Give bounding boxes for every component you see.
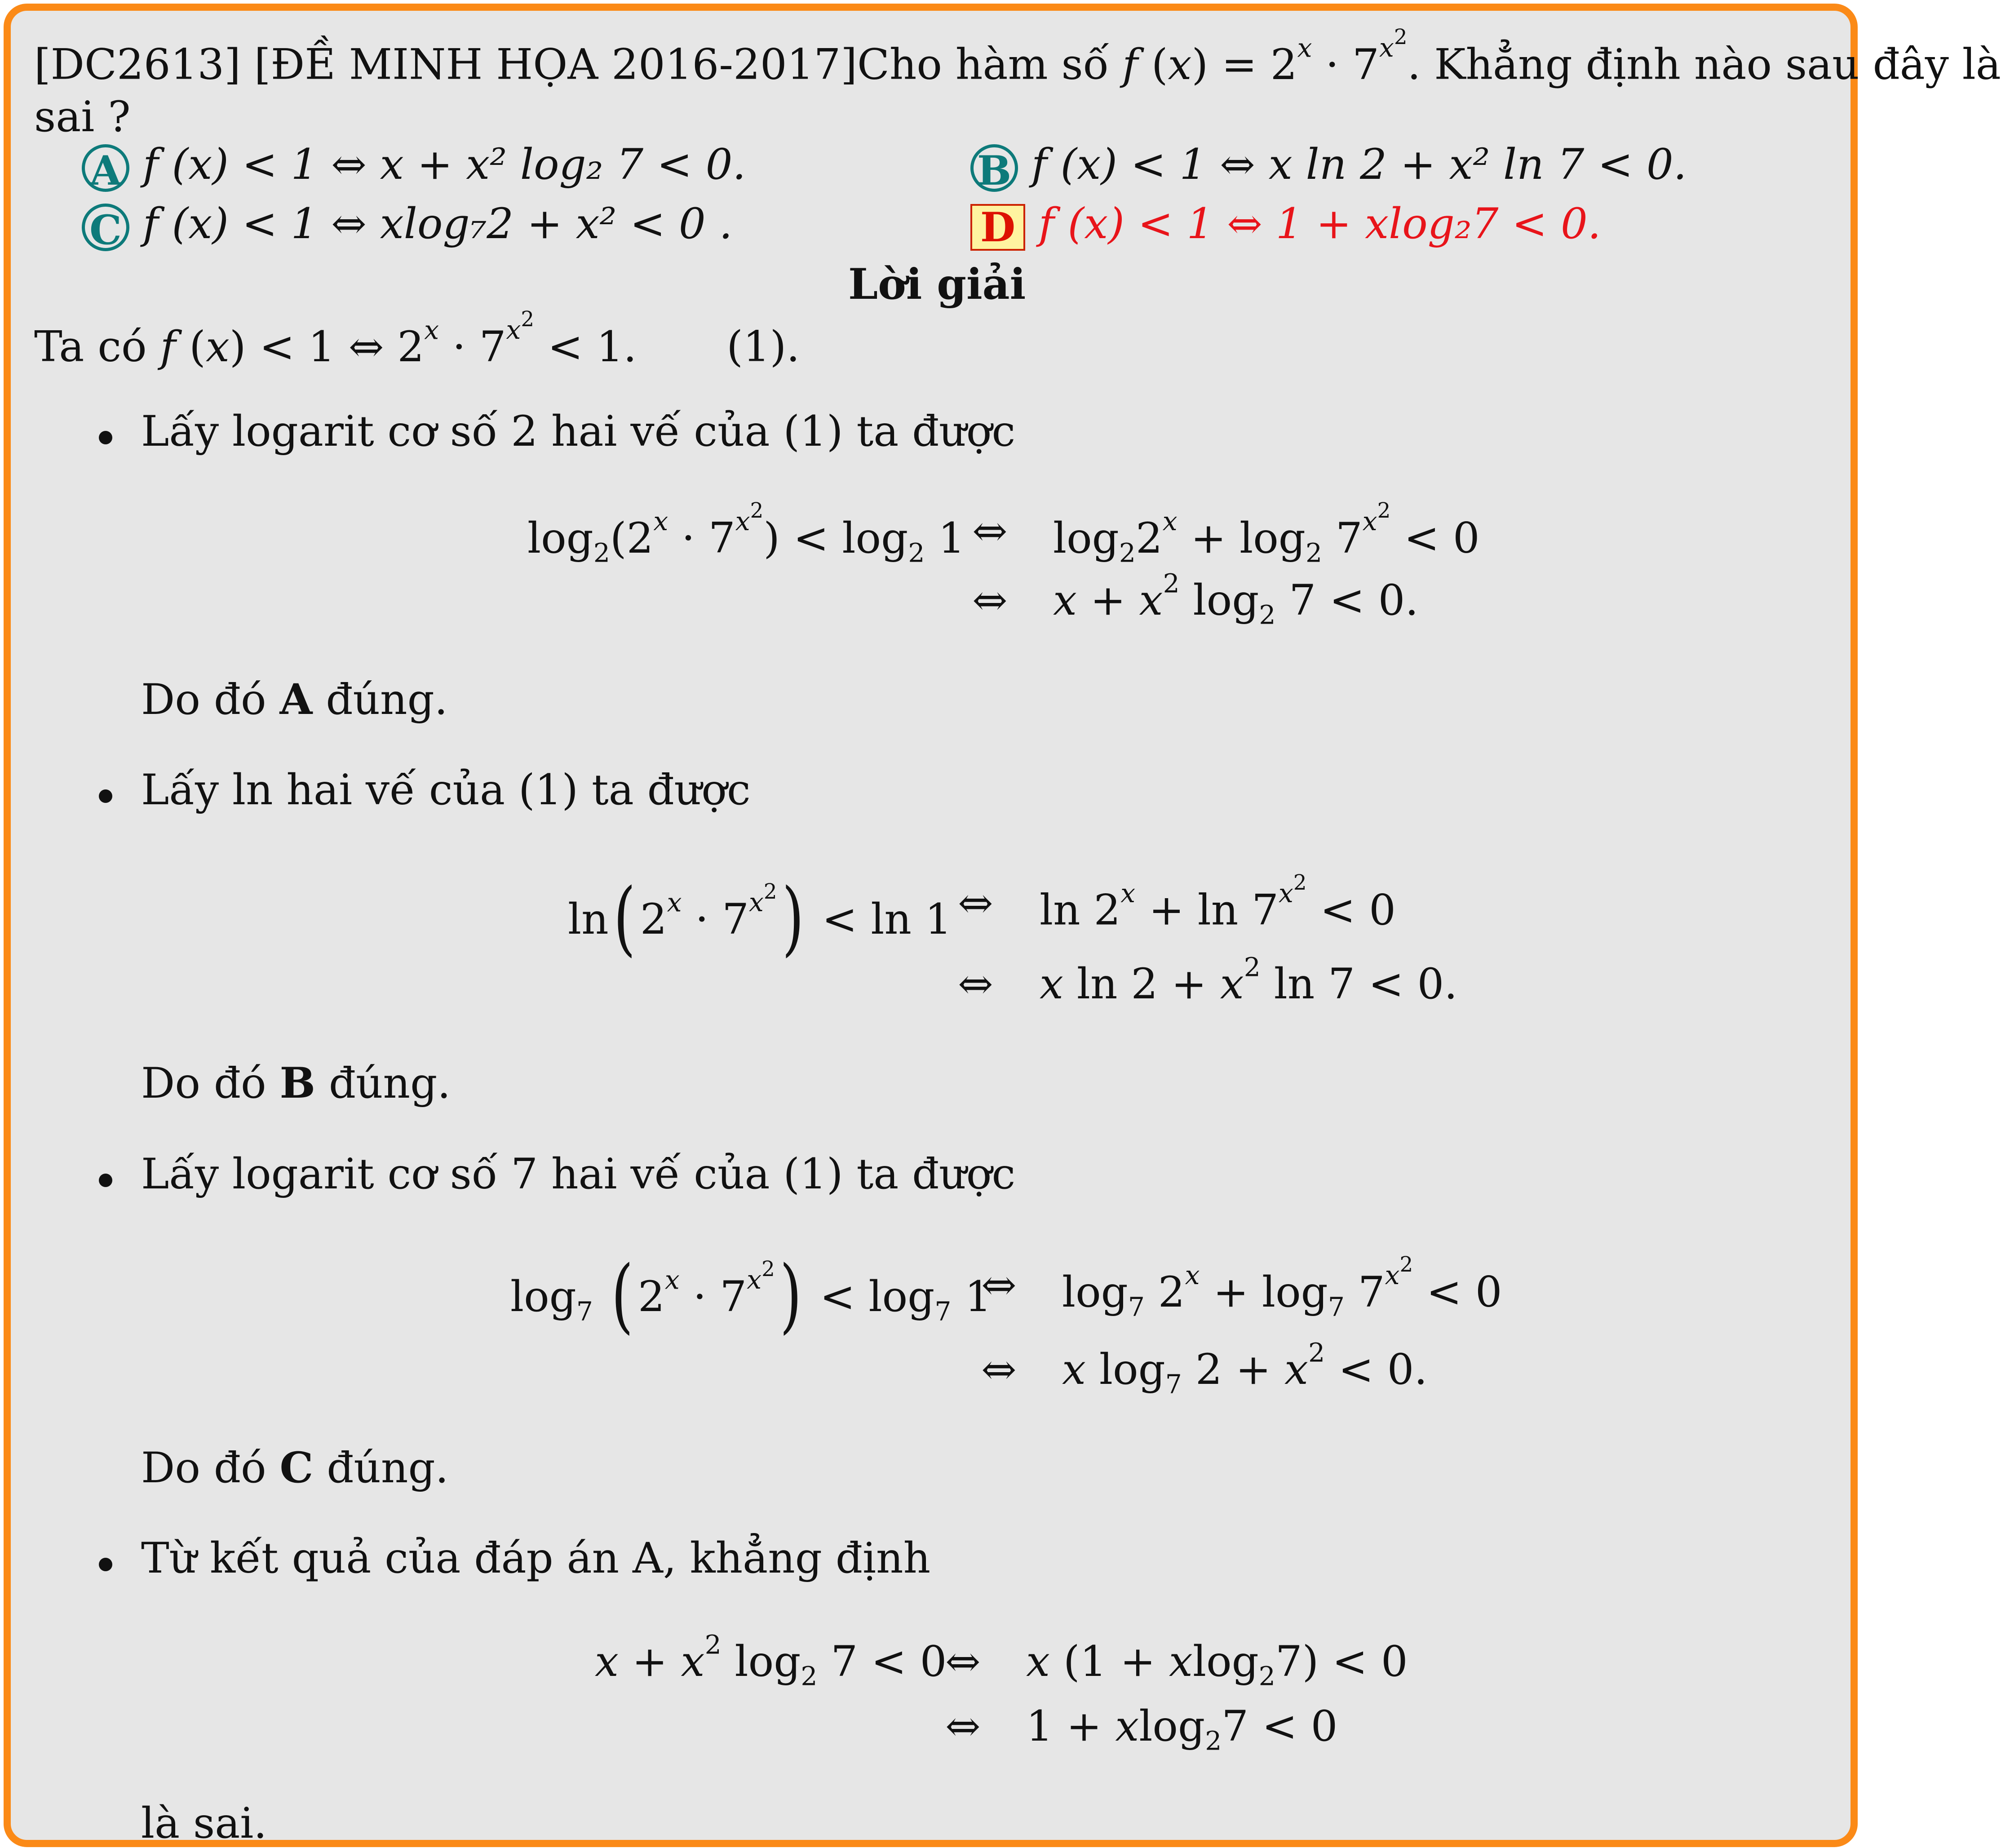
question-stem [34, 25, 2001, 89]
question-source: [ĐỀ MINH HỌA 2016-2017] [254, 40, 857, 89]
option-c-letter: C [82, 204, 129, 251]
b2-conc-letter: B [279, 1059, 315, 1108]
option-a-letter: A [82, 144, 129, 192]
b1-conc-suffix: đúng. [326, 675, 448, 724]
bullet-4-text: Từ kết quả của đáp án A, khẳng định [141, 1534, 931, 1583]
b2-eq1-right: $\ln 2^x + \ln 7^{x^2} < 0$ [1040, 870, 1396, 935]
b3-eq1-left: $\log_7$ ( $2^x \cdot 7^{x^2}) < \log_7 1$ [510, 1249, 992, 1343]
bullet-3-conclusion [141, 1443, 449, 1493]
option-d-letter: D [970, 204, 1025, 251]
option-b[interactable] [970, 140, 1687, 195]
b2-eq1-iff: ⇔ [958, 879, 993, 928]
option-d-text: f (x) < 1 ⇔ 1 + xlog₂7 < 0. [1038, 199, 1601, 248]
option-b-letter: B [970, 144, 1018, 192]
b4-eq1-iff: ⇔ [945, 1637, 981, 1686]
option-b-text: f (x) < 1 ⇔ x ln 2 + x² ln 7 < 0. [1031, 140, 1687, 189]
b2-eq2-right: x $\ln 2 + x^2$ ln 7 < 0. [1040, 952, 1458, 1009]
bullet-1-conclusion [141, 675, 448, 724]
b1-eq2-iff: ⇔ [972, 576, 1008, 625]
function-definition: f $(x) = 2^x \cdot 7^{x^2}$ [1122, 25, 1408, 89]
b3-eq2-right: x $\log_7 2 + x^2 < 0$. [1062, 1337, 1428, 1400]
bullet-3-text: Lấy logarit cơ số 7 hai vế của (1) ta được [141, 1150, 1016, 1199]
option-a-text: f (x) < 1 ⇔ x + x² log₂ 7 < 0. [142, 140, 746, 189]
b2-eq1-left: ln( $2^x \cdot 7^{x^2}) < \ln 1$ [568, 871, 952, 965]
intro-equation: f (x) < 1 ⇔ $2^x \cdot 7^{x^2} < 1$. [160, 307, 637, 372]
b2-conc-prefix: Do đó [141, 1059, 266, 1108]
bullet-1-text: Lấy logarit cơ số 2 hai vế của (1) ta được [141, 407, 1016, 456]
option-c-text: f (x) < 1 ⇔ xlog₇2 + x² < 0 . [142, 199, 733, 248]
bullet-2-conclusion [141, 1059, 451, 1108]
b3-conc-suffix: đúng. [327, 1444, 449, 1493]
option-d[interactable] [970, 199, 1601, 251]
b3-conc-prefix: Do đó [141, 1444, 266, 1493]
b1-eq1-left: $\log_2(2^x \cdot 7^{x^2}) < \log_2 1$ [527, 498, 965, 568]
b4-eq1-right: x (1 + xlog$_2$7) < 0 [1026, 1637, 1408, 1692]
b3-eq1-iff: ⇔ [981, 1261, 1017, 1310]
b3-conc-letter: C [279, 1443, 314, 1493]
b4-eq2-right: 1 + xlog$_2$7 < 0 [1026, 1702, 1338, 1756]
b4-eq2-iff: ⇔ [945, 1702, 981, 1751]
b4-eq1-left: $x + x^2$ $\log_2 7 < 0$ [595, 1629, 947, 1692]
bullet-2-text: Lấy ln hai vế của (1) ta được [141, 766, 751, 815]
stem-line-2: sai ? [34, 93, 131, 142]
stem-after: . Khẳng định nào sau đây là [1407, 40, 2001, 89]
b1-eq1-iff: ⇔ [972, 507, 1008, 556]
b2-conc-suffix: đúng. [328, 1059, 451, 1108]
b1-eq2-right: $x + x^2$ $\log_2 7 < 0$. [1053, 568, 1419, 630]
solution-heading: Lời giải [848, 260, 1026, 309]
option-a[interactable] [82, 140, 746, 195]
bullet-2-dot [99, 789, 112, 803]
solution-intro [34, 307, 800, 372]
bullet-4-dot [99, 1558, 112, 1571]
intro-tag: (1). [726, 322, 800, 372]
bullet-1-dot [99, 431, 112, 444]
b1-conc-letter: A [279, 675, 313, 724]
bullet-3-dot [99, 1174, 112, 1187]
stem-before: Cho hàm số [857, 40, 1109, 89]
b3-eq2-iff: ⇔ [981, 1345, 1017, 1394]
question-code: [DC2613] [34, 40, 241, 89]
b1-eq1-right: $\log_22^x + \log_2 7^{x^2} < 0$ [1053, 498, 1480, 568]
b3-eq1-right: $\log_7 2^x + \log_7 7^{x^2} < 0$ [1062, 1252, 1502, 1322]
bullet-4-final: là sai. [141, 1799, 267, 1848]
intro-prefix: Ta có [34, 322, 147, 372]
option-c[interactable] [82, 199, 733, 254]
question-card [4, 4, 2001, 1848]
b1-conc-prefix: Do đó [141, 675, 266, 724]
b2-eq2-iff: ⇔ [958, 960, 993, 1009]
